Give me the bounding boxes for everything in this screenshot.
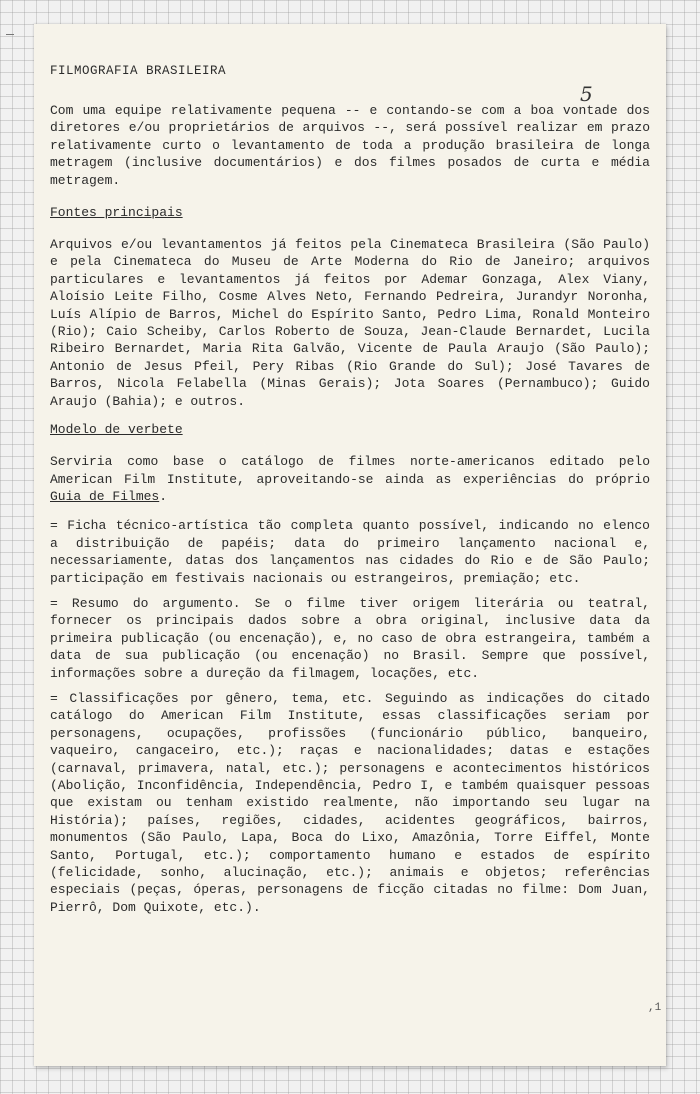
margin-tick bbox=[6, 34, 14, 35]
document-title: FILMOGRAFIA BRASILEIRA bbox=[50, 64, 227, 78]
handwritten-page-number: 5 bbox=[580, 82, 593, 106]
modelo-heading: Modelo de verbete bbox=[50, 422, 183, 438]
corner-mark: ,1 bbox=[648, 1002, 662, 1014]
resumo-item: = Resumo do argumento. Se o filme tiver origem literária ou teatral, fornecer os principais dados sobre a obra original, inclusive data da primeira publicação (ou encenação), e, no caso de obra estrangeira, também a data de sua publicação (ou encenação) no Brasil. Sempre que possível, informações sobre a dureção da filmagem, locações, etc. bbox=[50, 595, 650, 681]
fontes-paragraph: Arquivos e/ou levantamentos já feitos pela Cinemateca Brasileira (São Paulo) e pela Cinemateca do Museu de Arte Moderna do Rio de Janeiro; arquivos particulares e levantamentos já feitos por Ademar Gonzaga, Alex Viany, Aloísio Leite Filho, Cosme Alves Neto, Fernando Pedreira, Jurandyr Noronha, Luís Alípio de Barros, Michel do Espírito Santo, Pedro Lima, Ronald Monteiro (Rio); Caio Scheiby, Carlos Roberto de Souza, Jean-Claude Bernardet, Lucila Ribeiro Bernardet, Maria Rita Galvão, Vicente de Paula Araujo (São Paulo); Antonio de Jesus Pfeil, Pery Ribas (Rio Grande do Sul); José Tavares de Barros, Nicola Felabella (Minas Gerais); Jota Soares (Pernambuco); Guido Araujo (Bahia); e outros. bbox=[50, 237, 650, 409]
page-content bbox=[50, 64, 650, 924]
intro-paragraph: Com uma equipe relativamente pequena -- e contando-se com a boa vontade dos diretores e/ou proprietários de arquivos --, será possível realizar em prazo relativamente curto o levantamento de toda a produção brasileira de longa metragem (inclusive documentários) e dos filmes posados de curta e média metragem. bbox=[50, 103, 650, 188]
modelo-intro-end: . bbox=[159, 488, 168, 504]
modelo-intro-paragraph bbox=[50, 453, 650, 505]
modelo-intro-text: Serviria como base o catálogo de filmes norte-americanos editado pelo American Film Institute, aproveitando-se ainda as experiências do próprio bbox=[50, 454, 650, 487]
ficha-item: = Ficha técnico-artística tão completa quanto possível, indicando no elenco a distribuição de papéis; data do primeiro lançamento nacional e, necessariamente, datas dos lançamentos nas cidades do Rio e de São Paulo; participação em festivais nacionais ou estrangeiros, premiação; etc. bbox=[50, 518, 650, 586]
guia-de-filmes-title: Guia de Filmes bbox=[50, 488, 160, 504]
fontes-heading: Fontes principais bbox=[50, 205, 183, 221]
classificacoes-item: = Classificações por gênero, tema, etc. Seguindo as indicações do citado catálogo do American Film Institute, essas classificações seriam por personagens, ocupações, profissões (funcionário público, banqueiro, vaqueiro, cangaceiro, etc.); raças e nacionalidades; datas e estações (carnaval, primavera, natal, etc.); personagens e acontecimentos históricos (Abolição, Inconfidência, Independência, Pedro I, e também quaisquer pessoas que existam ou tenham existido realmente, não importando seu lugar na História); países, regiões, cidades, acidentes geográficos, bairros, monumentos (São Paulo, Lapa, Boca do Lixo, Amazônia, Torre Eiffel, Monte Santo, Portugal, etc.); comportamento humano e estados de espírito (felicidade, sonho, alucinação, etc.); animais e objetos; referências especiais (peças, óperas, personagens de ficção citadas no filme: Dom Juan, Pierrô, Dom Quixote, etc.). bbox=[50, 690, 650, 915]
